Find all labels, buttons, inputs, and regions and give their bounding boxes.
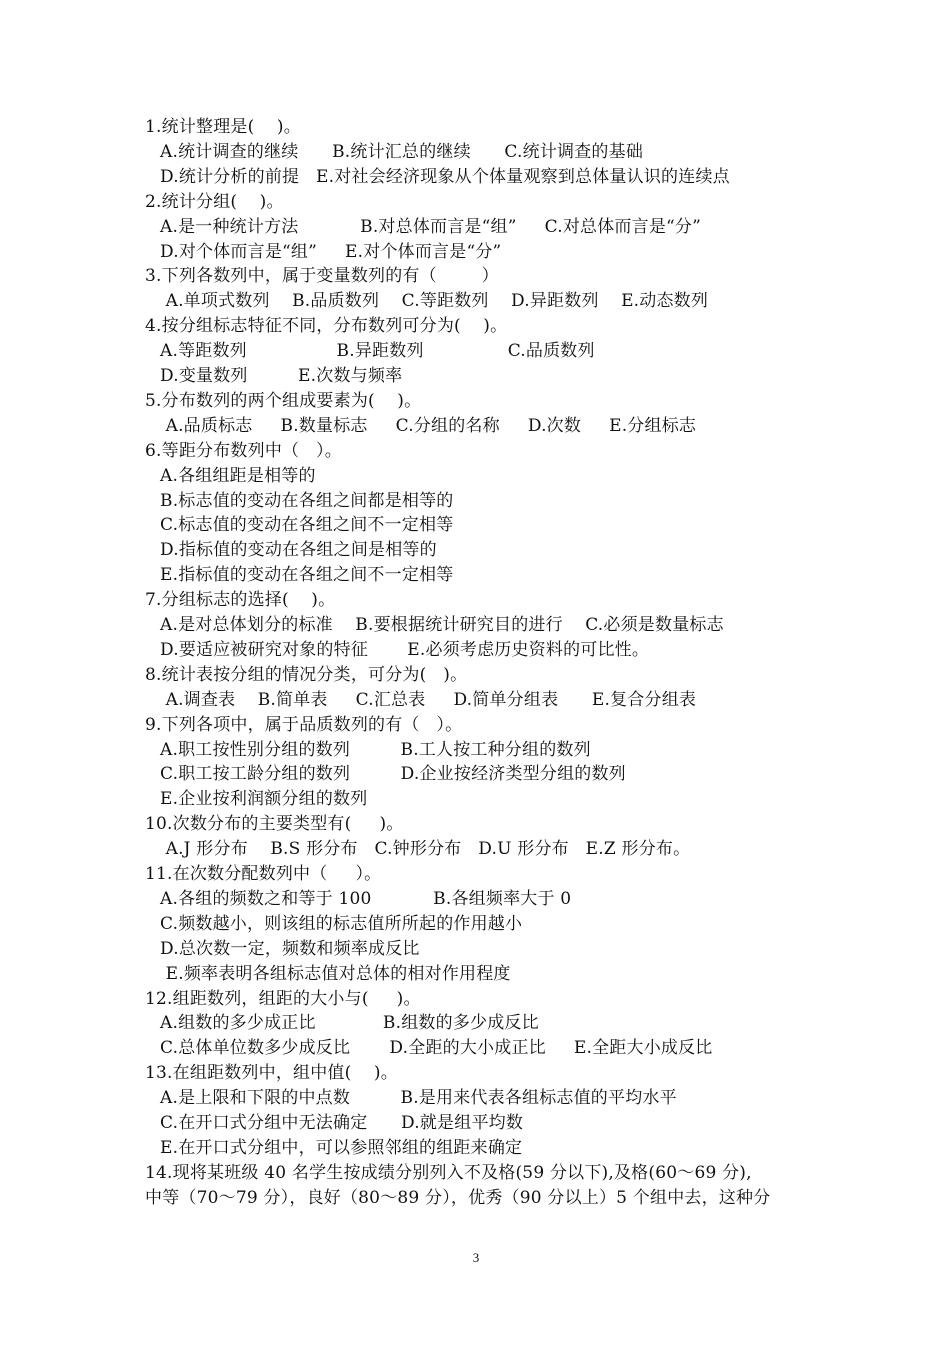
option-line: A.是对总体划分的标准 B.要根据统计研究目的进行 C.必须是数量标志 xyxy=(160,615,724,635)
option-line: C.频数越小，则该组的标志值所所起的作用越小 xyxy=(160,914,523,934)
question-stem: 2.统计分组( )。 xyxy=(145,192,284,212)
option-line: B.标志值的变动在各组之间都是相等的 xyxy=(160,491,454,511)
option-line: C.总体单位数多少成反比 D.全距的大小成正比 E.全距大小成反比 xyxy=(160,1038,713,1058)
option-line: D.统计分析的前提 E.对社会经济现象从个体量观察到总体量认识的连续点 xyxy=(160,167,730,187)
option-line: D.总次数一定，频数和频率成反比 xyxy=(160,939,420,959)
page-number: 3 xyxy=(472,1250,480,1265)
option-line: A.单项式数列 B.品质数列 C.等距数列 D.异距数列 E.动态数列 xyxy=(160,291,709,311)
option-line: E.在开口式分组中，可以参照邻组的组距来确定 xyxy=(160,1138,523,1158)
question-stem: 14.现将某班级 40 名学生按成绩分别列入不及格(59 分以下),及格(60～69 分), xyxy=(145,1163,752,1183)
option-line: C.标志值的变动在各组之间不一定相等 xyxy=(160,515,454,535)
option-line: E.企业按利润额分组的数列 xyxy=(160,789,368,809)
question-stem-continued: 中等（70～79 分），良好（80～89 分），优秀（90 分以上）5 个组中去，这种分 xyxy=(145,1188,771,1208)
option-line: E.频率表明各组标志值对总体的相对作用程度 xyxy=(160,964,511,984)
option-line: A.等距数列 B.异距数列 C.品质数列 xyxy=(160,341,595,361)
question-stem: 12.组距数列，组距的大小与( )。 xyxy=(145,989,421,1009)
option-line: A.品质标志 B.数量标志 C.分组的名称 D.次数 E.分组标志 xyxy=(160,416,697,436)
question-stem: 9.下列各项中，属于品质数列的有（ ）。 xyxy=(145,715,463,735)
option-line: A.J 形分布 B.S 形分布 C.钟形分布 D.U 形分布 E.Z 形分布。 xyxy=(160,839,691,859)
question-stem: 3.下列各数列中，属于变量数列的有（ ） xyxy=(145,266,499,286)
question-stem: 8.统计表按分组的情况分类，可分为( )。 xyxy=(145,665,468,685)
option-line: A.各组组距是相等的 xyxy=(160,466,316,486)
option-line: D.要适应被研究对象的特征 E.必须考虑历史资料的可比性。 xyxy=(160,640,650,660)
option-line: D.指标值的变动在各组之间是相等的 xyxy=(160,540,437,560)
option-line: D.对个体而言是“组” E.对个体而言是“分” xyxy=(160,242,502,262)
option-line: A.是上限和下限的中点数 B.是用来代表各组标志值的平均水平 xyxy=(160,1088,677,1108)
option-line: A.职工按性别分组的数列 B.工人按工种分组的数列 xyxy=(160,740,591,760)
option-line: D.变量数列 E.次数与频率 xyxy=(160,366,403,386)
question-stem: 10.次数分布的主要类型有( )。 xyxy=(145,814,404,834)
option-line: A.统计调查的继续 B.统计汇总的继续 C.统计调查的基础 xyxy=(160,142,644,162)
question-stem: 4.按分组标志特征不同，分布数列可分为( )。 xyxy=(145,316,508,336)
option-line: A.组数的多少成正比 B.组数的多少成反比 xyxy=(160,1013,539,1033)
question-stem: 13.在组距数列中，组中值( )。 xyxy=(145,1063,398,1083)
option-line: C.在开口式分组中无法确定 D.就是组平均数 xyxy=(160,1113,524,1133)
option-line: A.调查表 B.简单表 C.汇总表 D.简单分组表 E.复合分组表 xyxy=(160,690,697,710)
option-line: A.各组的频数之和等于 100 B.各组频率大于 0 xyxy=(160,889,572,909)
question-stem: 11.在次数分配数列中（ ）。 xyxy=(145,864,382,884)
question-stem: 6.等距分布数列中（ ）。 xyxy=(145,441,342,461)
question-stem: 5.分布数列的两个组成要素为( )。 xyxy=(145,391,422,411)
option-line: A.是一种统计方法 B.对总体而言是“组” C.对总体而言是“分” xyxy=(160,217,702,237)
question-stem: 7.分组标志的选择( )。 xyxy=(145,590,336,610)
question-stem: 1.统计整理是( )。 xyxy=(145,117,301,137)
option-line: C.职工按工龄分组的数列 D.企业按经济类型分组的数列 xyxy=(160,764,626,784)
option-line: E.指标值的变动在各组之间不一定相等 xyxy=(160,565,454,585)
